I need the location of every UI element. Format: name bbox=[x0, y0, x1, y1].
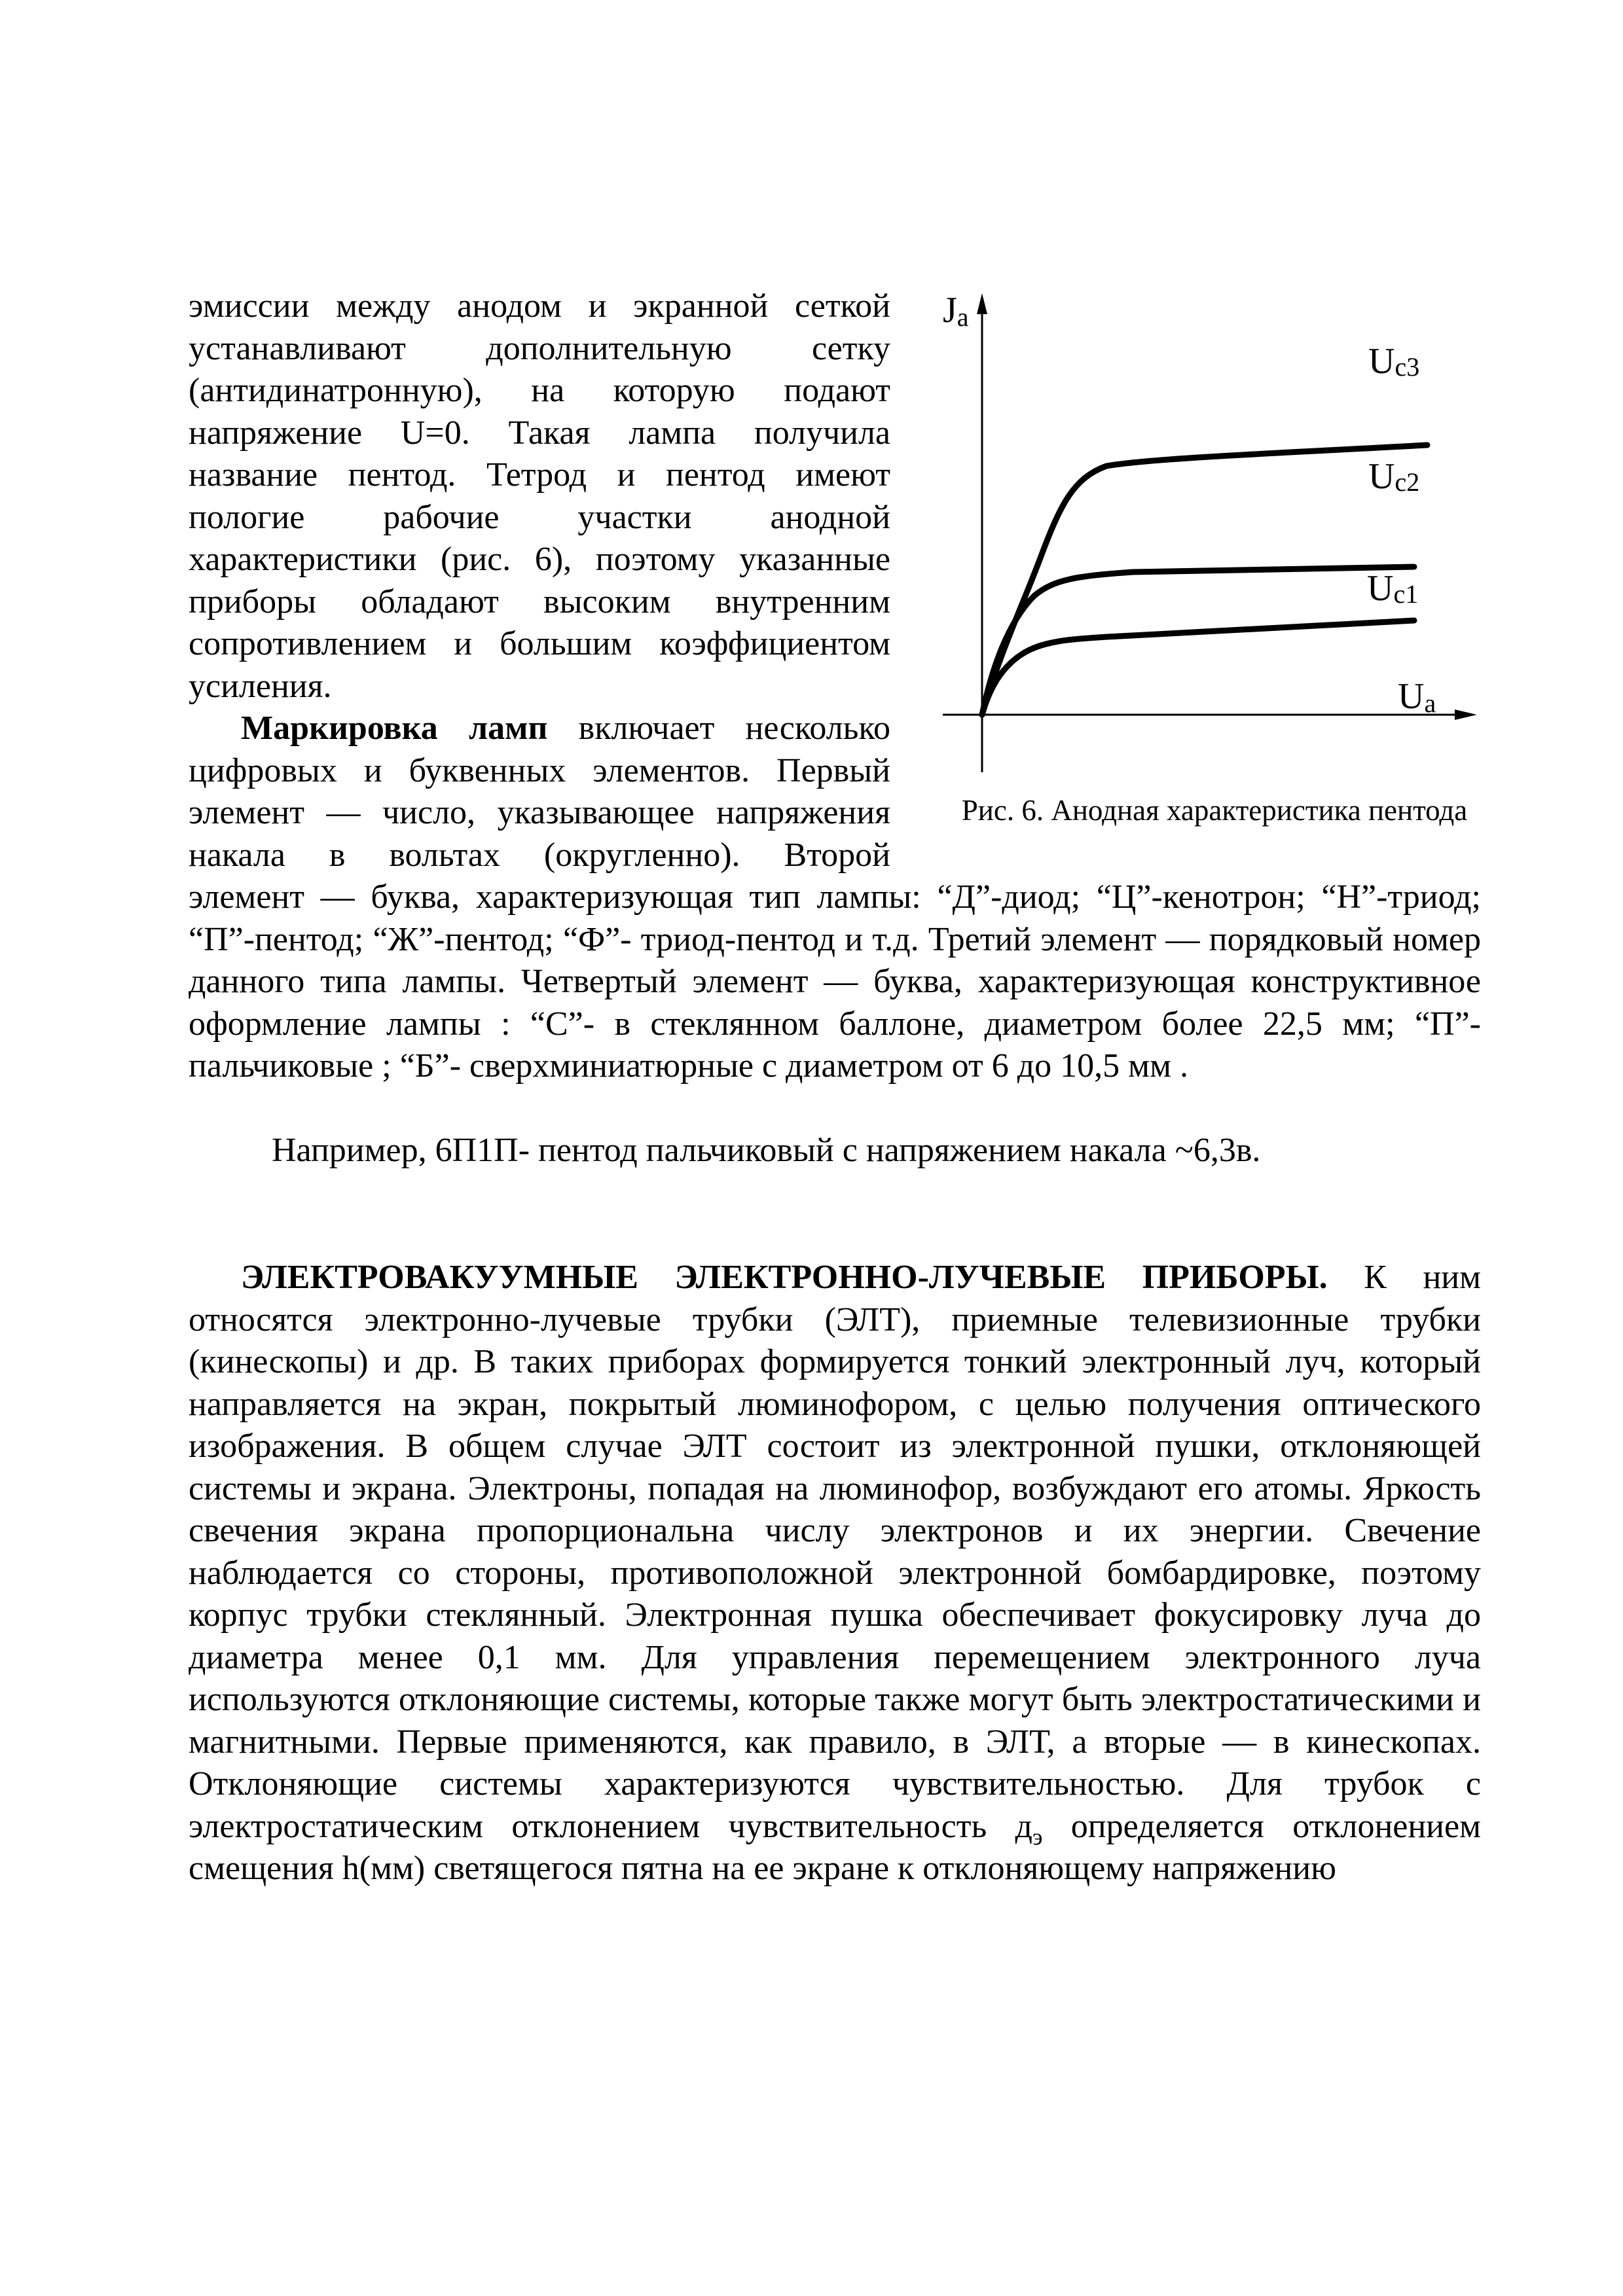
text-line: эмиссии между анодом и экранной сеткой bbox=[189, 287, 890, 325]
text-line: название пентод. Тетрод и пентод имеют bbox=[189, 456, 890, 493]
x-axis-arrow bbox=[1455, 709, 1477, 720]
figure-caption: Рис. 6. Анодная характеристика пентода bbox=[961, 794, 1468, 827]
text-line bbox=[189, 708, 890, 750]
y-axis-label: Ja bbox=[943, 290, 969, 332]
marking-heading: Маркировка ламп bbox=[241, 709, 548, 747]
subscript-e: э bbox=[1032, 1823, 1043, 1850]
text-line: устанавливают дополнительную сетку bbox=[189, 329, 890, 367]
crt-text: К ним относятся электронно-лучевые трубки (ЭЛТ), приемные телевизионные трубки (кинескопы) и др. В таких приборах формируется тонкий электронный луч, который направляется на экран, покрытый люминофором, с целью получения оптического изображения. В общем случае ЭЛТ состоит из электронной пушки, отклоняющей системы и экрана. Электроны, попадая на люминофор, возбуждают его атомы. Яркость свечения экрана пропорциональна числу электронов и их энергии. Свечение наблюдается со стороны, противоположной электронной бомбардировке, поэтому корпус трубки стеклянный. Электронная пушка обеспечивает фокусировку луча до диаметра менее 0,1 мм. Для управления перемещением электронного луча используются отклоняющие системы, которые также могут быть электростатическими и магнитными. Первые применяются, как правило, в ЭЛТ, а вторые — в кинескопах. Отклоняющие системы характеризуются чувствительностью. Для трубок с электростатическим отклонением чувствительность д bbox=[189, 1259, 1482, 1845]
paragraph-example: Например, 6П1П- пентод пальчиковый с напряжением накала ~6,3в. bbox=[272, 1132, 1261, 1169]
text-line: усиления. bbox=[189, 667, 332, 705]
curve-uc3 bbox=[982, 445, 1427, 715]
text-line: пологие рабочие участки анодной bbox=[189, 498, 890, 536]
characteristic-plot bbox=[917, 281, 1506, 792]
text-line: приборы обладают высоким внутренним bbox=[189, 583, 890, 620]
paragraph-marking-continued: элемент — буква, характеризующая тип лампы: “Д”-диод; “Ц”-кенотрон; “Н”-триод; “П”-пентод; “Ж”-пентод; “Ф”- триод-пентод и т.д. Третий элемент — порядковый номер данного типа лампы. Четвертый элемент — буква, характеризующая конструктивное оформление лампы : “С”- в стеклянном баллоне, диаметром более 22,5 мм; “П”- пальчиковые ; “Б”- сверхминиатюрные с диаметром от 6 до 10,5 мм . bbox=[189, 878, 1481, 1085]
curve-uc1 bbox=[982, 620, 1414, 715]
paragraph-intro bbox=[189, 285, 890, 708]
curve-label-uc2: Uc2 bbox=[1368, 456, 1420, 497]
section-heading: ЭЛЕКТРОВАКУУМНЫЕ ЭЛЕКТРОННО-ЛУЧЕВЫЕ ПРИБОРЫ. bbox=[241, 1259, 1328, 1296]
text-line: элемент — число, указывающее напряжения bbox=[189, 794, 890, 831]
x-axis-label: Ua bbox=[1398, 676, 1436, 718]
paragraph-crt bbox=[189, 1257, 1481, 1890]
paragraph-marking bbox=[189, 708, 890, 876]
marking-text: включает несколько bbox=[547, 709, 890, 747]
text-line: цифровых и буквенных элементов. Первый bbox=[189, 751, 890, 789]
y-axis-arrow bbox=[977, 293, 987, 314]
curve-label-uc1: Uc1 bbox=[1367, 568, 1419, 609]
crt-text-end: определяется отклонением смещения h(мм) светящегося пятна на ее экране к отклоняющему напряжению bbox=[189, 1807, 1481, 1887]
text-line: накала в вольтах (округленно). Второй bbox=[189, 836, 890, 874]
curve-label-uc3: Uc3 bbox=[1368, 341, 1420, 382]
text-line: сопротивлением и большим коэффициентом bbox=[189, 625, 890, 662]
text-line: характеристики (рис. 6), поэтому указанные bbox=[189, 541, 890, 578]
text-line: (антидинатронную), на которую подают bbox=[189, 372, 890, 409]
figure-anode-characteristic bbox=[917, 281, 1506, 857]
text-line: напряжение U=0. Такая лампа получила bbox=[189, 414, 890, 452]
